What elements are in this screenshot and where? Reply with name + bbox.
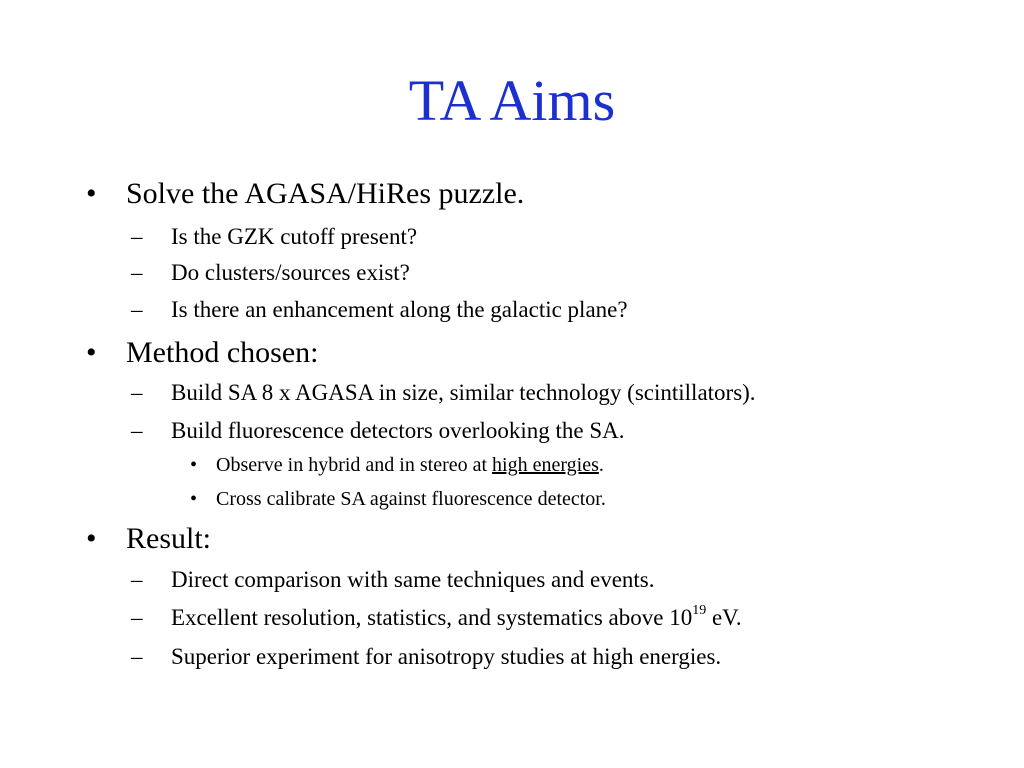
- sub-item-text: Direct comparison with same techniques and events.: [171, 567, 655, 592]
- bullet-glyph: •: [86, 177, 97, 210]
- sub-item-text: Build SA 8 x AGASA in size, similar technology (scintillators).: [171, 380, 756, 405]
- sub-item-text: Build fluorescence detectors overlooking the SA.: [171, 418, 625, 443]
- dash-glyph: –: [131, 380, 143, 405]
- sub-sub-item-text: Cross calibrate SA against fluorescence detector.: [216, 488, 606, 510]
- high-energies-link[interactable]: high energies: [492, 454, 599, 476]
- bullet-glyph: •: [86, 336, 97, 369]
- dash-glyph: –: [131, 260, 143, 285]
- bullet-glyph: •: [86, 522, 97, 555]
- text-fragment: Excellent resolution, statistics, and systematics above 10: [171, 605, 693, 630]
- text-fragment: .: [598, 454, 604, 476]
- bullet-text: Solve the AGASA/HiRes puzzle.: [126, 177, 525, 210]
- sub-item-text: Do clusters/sources exist?: [171, 260, 410, 285]
- sub-sub-item-text: [216, 453, 604, 477]
- sub-item-text: Superior experiment for anisotropy studies at high energies.: [171, 644, 722, 669]
- dash-glyph: –: [131, 418, 143, 443]
- bullet-glyph: •: [190, 454, 198, 476]
- dash-glyph: –: [131, 605, 143, 630]
- slide-title: TA Aims: [408, 68, 616, 133]
- dash-glyph: –: [131, 224, 143, 249]
- text-fragment: Observe in hybrid and in stereo at: [216, 454, 493, 476]
- text-fragment: eV.: [706, 605, 742, 630]
- dash-glyph: –: [131, 644, 143, 669]
- exponent: 19: [692, 603, 707, 619]
- sub-item-text: [171, 604, 742, 631]
- sub-item-text: Is there an enhancement along the galactic plane?: [171, 297, 628, 322]
- bullet-text: Method chosen:: [126, 336, 319, 369]
- sub-item-text: Is the GZK cutoff present?: [171, 224, 418, 249]
- dash-glyph: –: [131, 567, 143, 592]
- dash-glyph: –: [131, 297, 143, 322]
- bullet-text: Result:: [126, 522, 212, 555]
- bullet-glyph: •: [190, 488, 198, 510]
